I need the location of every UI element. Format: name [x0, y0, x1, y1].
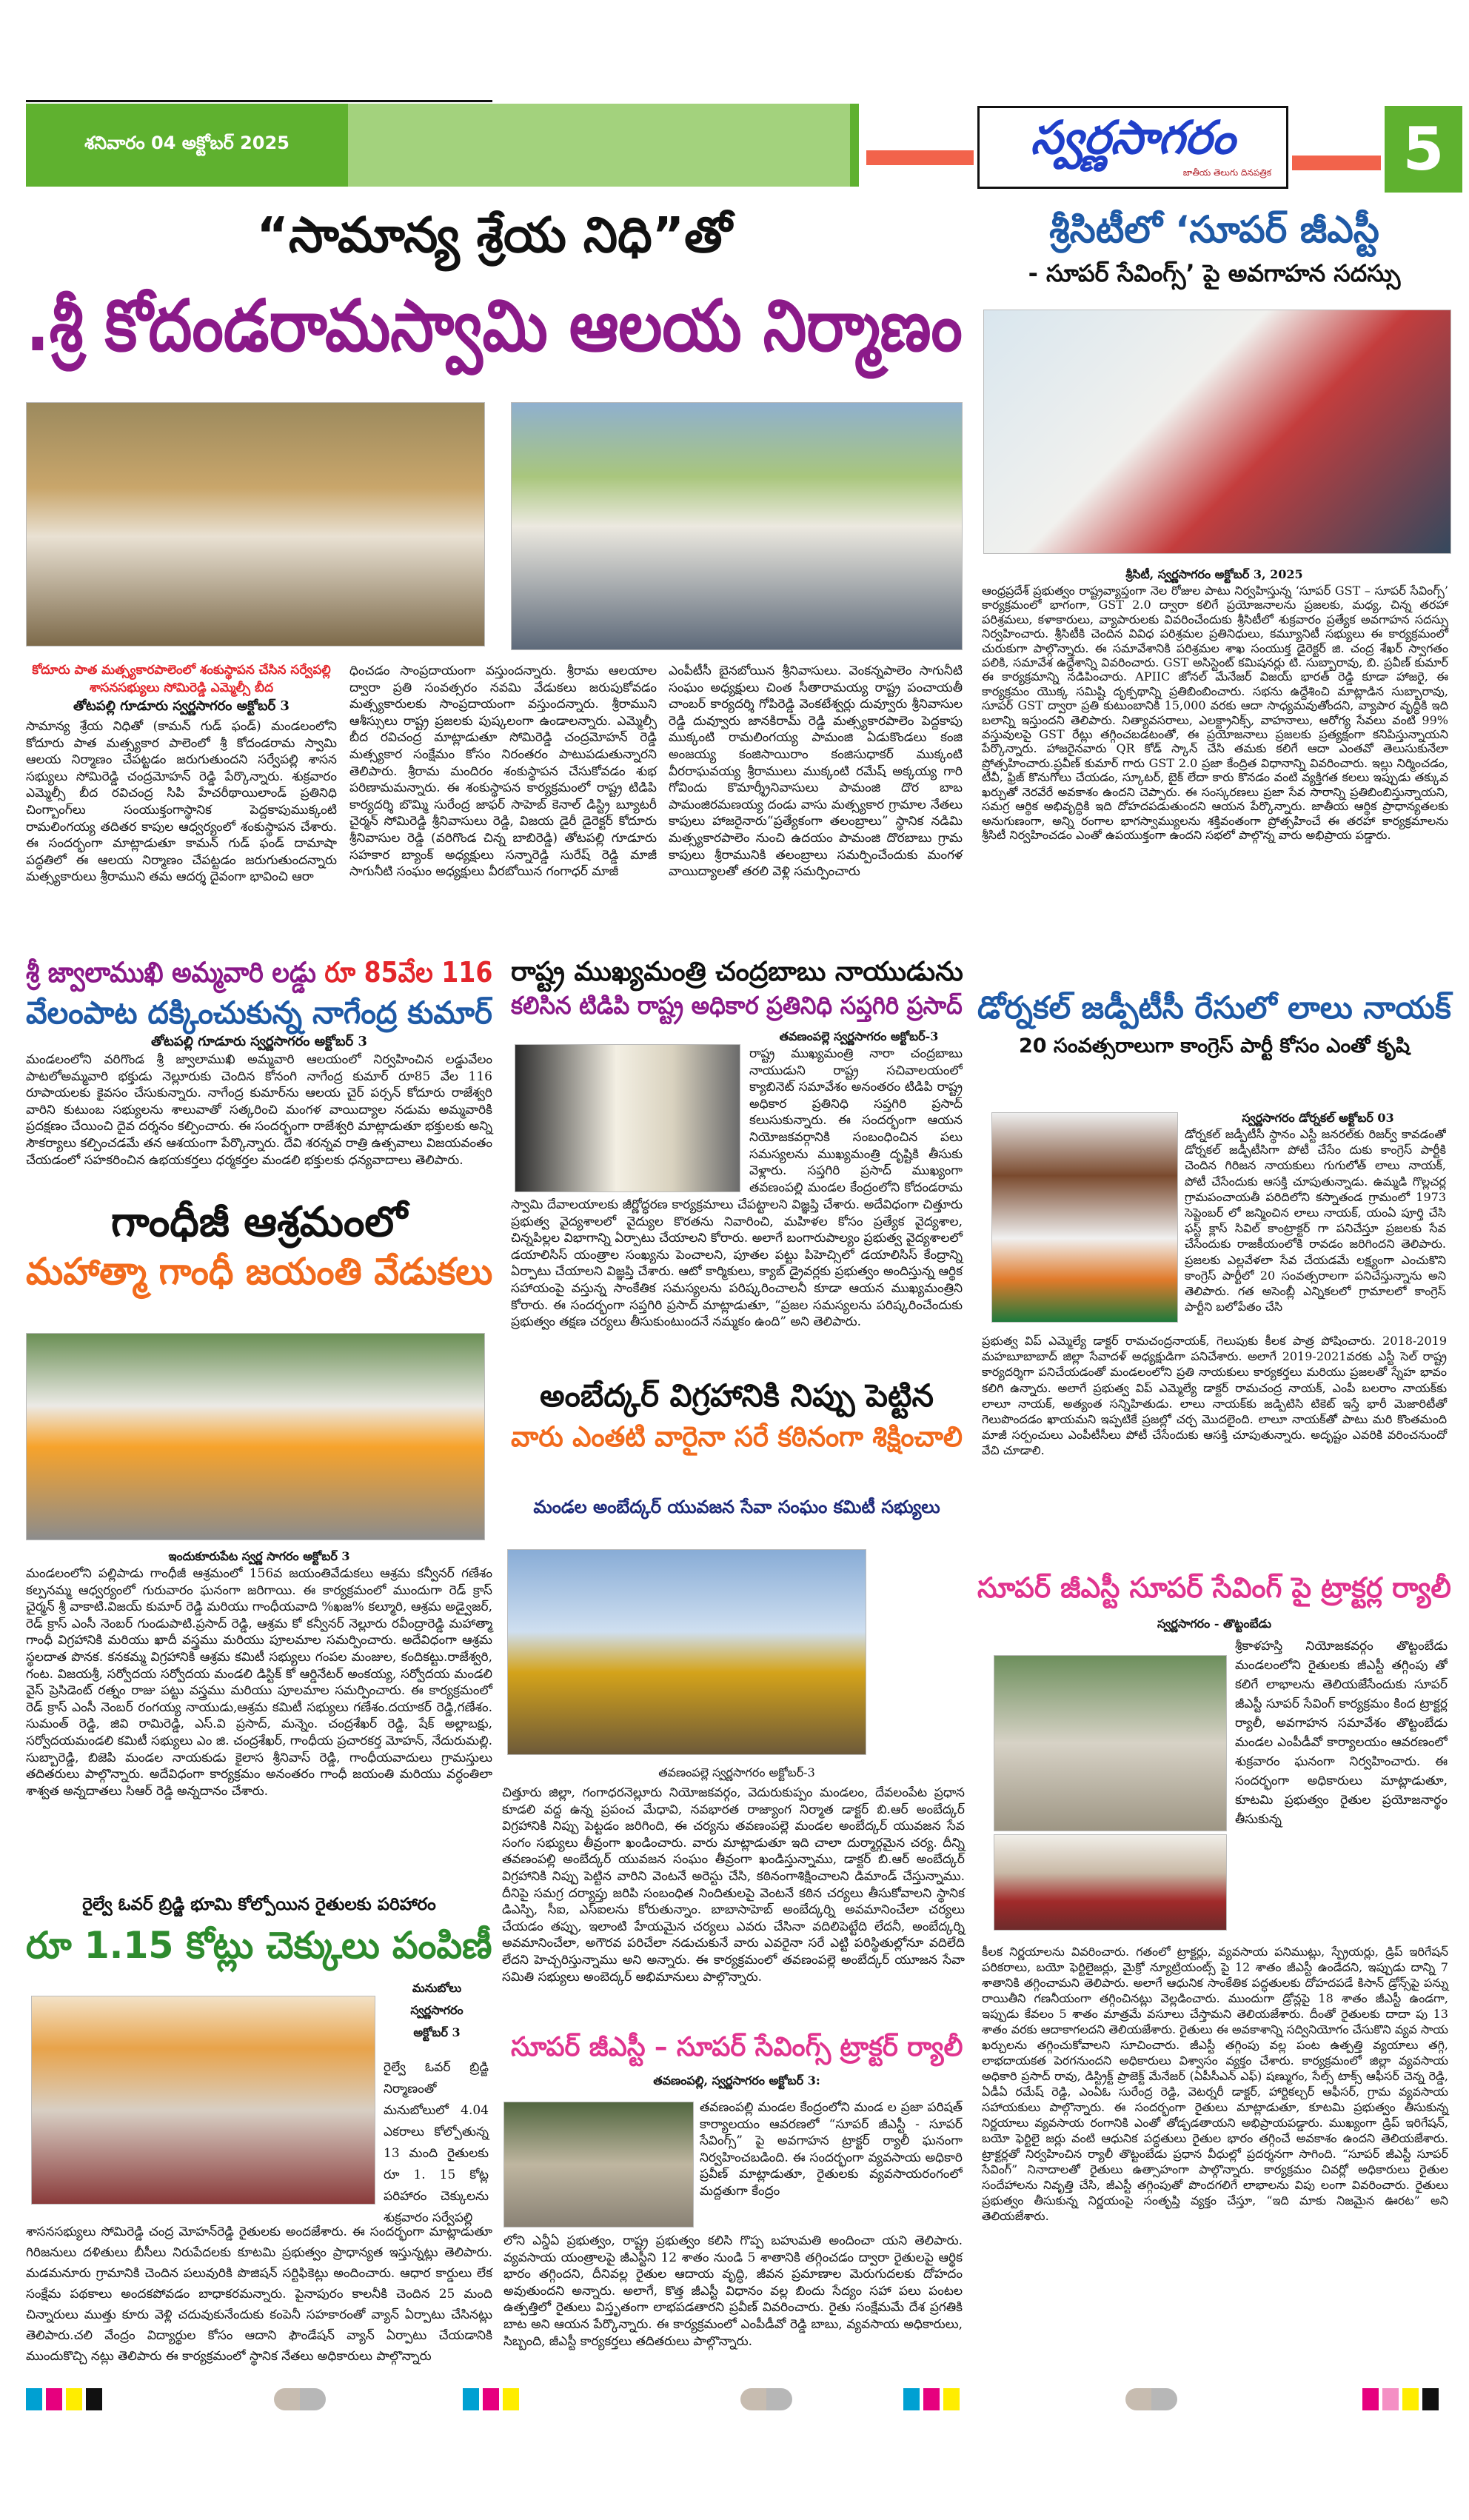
- laddu-dateline: తోటపల్లి గూడూరు స్వర్ణసాగరం అక్టోబర్ 3: [151, 1034, 367, 1049]
- railway-dateline-paper: స్వర్ణసాగరం: [410, 2003, 464, 2017]
- header-orange-bar-left: [866, 150, 974, 165]
- color-mark: [463, 2388, 479, 2410]
- gandhi-dateline: ఇందుకూరుపేట స్వర్ణ సాగరం అక్టోబర్ 3: [168, 1549, 350, 1563]
- cm-headline-1: రాష్ట్ర ముఖ్యమంత్రి చంద్రబాబు నాయుడును: [511, 957, 963, 987]
- dornakal-dateline: స్వర్ణసాగరం డోర్నకల్ అక్టోబర్ 03: [1242, 1111, 1394, 1125]
- tractor-right-headline: సూపర్ జీఎస్టీ సూపర్ సేవింగ్ పై ట్రాక్టర్ల ర్యాలీ: [977, 1571, 1451, 1604]
- dornakal-body-b: ప్రభుత్వ విప్ ఎమ్మెల్యే డాక్టర్ రామచంద్రనాయక్, గెలుపుకు కీలక పాత్ర పోషించారు. 2018-2019 మహబూబాబాద్ జిల్లా సేవాదళ్ అధ్యక్షుడిగా పనిచేశారు. అలాగే 2019-2021వరకు ఎస్టీ సెల్ రాష్ట్ర కార్యదర్శిగా పనిచేయడంతో మండలంలోని ప్రతి నాయకులు కార్యకర్తలు మరియు ప్రజలతో స్నేహ భావం కలిగి ఉన్నారు. అలాగే ప్రభుత్వ విప్ ఎమ్మెల్యే డాక్టర్ రామచంద్ర నాయక్, ఎంపీ బలరాం నాయక్‌కు లాలూ నాయక్, అత్యంత సన్నిహితుడు. లాలు నాయక్‌కు జడ్పిటిసి టికెట్ ఇస్తే భారీ మెజారిటీతో గెలుపొందడం ఖాయమని ఇప్పటికే ప్రజల్లో చర్చ మొదలైంది. లాలూ నాయక్‌తో పాటు మరి కొంతమంది మాజీ సర్పంచులు ఎంపీటీసీలు పోటీ చేసేందుకు ఆసక్తి చూపుతున్నారు. అదృష్టం ఎవరికి వరించనుందో వేచి చూడాలి.: [982, 1334, 1447, 1458]
- ambedkar-subhead: మండల అంబేద్కర్ యువజన సేవా సంఘం కమిటీ సభ్యులు: [533, 1497, 940, 1517]
- sricity-body: ఆంధ్రప్రదేశ్ ప్రభుత్వం రాష్ట్రవ్యాప్తంగా నెల రోజుల పాటు నిర్వహిస్తున్న ‘సూపర్ GST – సూపర్ సేవింగ్స్’ కార్యక్రమంలో భాగంగా, GST 2.0 ద్వారా కలిగే ప్రయోజనాలను ప్రజలకు, మధ్య, చిన్న తరహా పరిశ్రమలు, కళాకారులు, వ్యాపారులకు వివరించేందుకు శ్రీసిటీలో శుక్రవారం ప్రత్యేక అవగాహన సదస్సు నిర్వహించారు. శ్రీసిటీకి చెందిన వివిధ పరిశ్రమల ప్రతినిధులు, కమ్యూనిటీ సభ్యులు ఈ కార్యక్రమంలో చురుకుగా పాల్గొన్నారు. ఈ సమావేశానికి పరిశ్రమల శాఖ సంయుక్త డైరెక్టర్ జి. చంద్ర శేఖర్ స్వాగతం పలికి, సమావేశ ఉద్దేశాన్ని వివరించారు. GST అసిస్టెంట్ కమిషనర్లు టి. సుబ్బారావు, బి. ప్రవీణ్ కుమార్ ఈ కార్యక్రమాన్ని నడిపించారు. APIIC జోనల్ మేనేజర్ విజయ్ భారత్ రెడ్డి కూడా హాజరై, ఈ కార్యక్రమం యొక్క సమిష్టి దృక్పథాన్ని ప్రతిబింబించారు. సభను ఉద్దేశించి మాట్లాడిన సుబ్బారావు, సూపర్ GST ద్వారా ప్రతి కుటుంబానికి 15,000 వరకు ఆదా సాధ్యమవుతోందని, వ్యాపార వృద్ధికి ఇది బలాన్ని ఇస్తుందని తెలిపారు. నిత్యావసరాలు, ఎలక్ట్రానిక్స్, వాహనాలు, ఆరోగ్య సేవలు వంటి 99% వస్తువులపై GST రేట్లు తగ్గించబడటంతో, ఈ ప్రయోజనాలు ప్రజలకు ప్రత్యక్షంగా కనిపిస్తున్నాయని పేర్కొన్నారు. హాజరైనవారు QR కోడ్ స్కాన్ చేసి తమకు కలిగే ఆదా ఎంతవో తెలుసుకునేలా ప్రోత్సహించారు.ప్రవీణ్ కుమార్ గారు GST 2.0 ప్రజా కేంద్రిత విధానాన్ని వివరించారు. ఇల్లు నిర్మించడం, టీవీ, ఫ్రిజ్ కొనుగోలు చేయడం, స్కూటర్, బైక్ లేదా కారు కొనడం వంటి వ్యక్తిగత కలలు ఇప్పుడు తక్కువ ఖర్చుతో నెరవేరే అవకాశం ఉందని చెప్పారు. ఈ సంస్కరణలు ప్రజా సేవ సారాన్ని ప్రతిబింబిస్తున్నాయని, సమగ్ర ఆర్థిక అభివృద్ధికి ఇది దోహదపడుతుందని ఆయన పేర్కొన్నారు. జాతీయ ఆర్థిక ప్రాధాన్యతలకు అనుగుణంగా, అన్ని రంగాల భాగస్వామ్యులను శక్తివంతంగా ప్రోత్సహించే ఈ తరహా కార్యక్రమాలను శ్రీసిటీ నిర్వహించడం ఎంతో ఉపయుక్తంగా ఉందని సభలో పాల్గొన్న వారు అభిప్రాయ పడ్డారు.: [982, 584, 1448, 842]
- issue-date: శనివారం 04 అక్టోబర్ 2025: [84, 133, 290, 153]
- lead-body-3: ఎంపీటీసీ బైనబోయిన శ్రీనివాసులు. వెంకన్నపాలెం సాగునీటి సంఘం అధ్యక్షులు చింత సీతారామయ్య రాష్ట్ర పంచాయతీ చాంబర్ కార్యదర్శి గోపిరెడ్డి వెంకటేశ్వర్లు దువ్వూరు శ్రీనివాసుల రెడ్డి దువ్వూరు జానకిరామ్ రెడ్డి మత్స్యకారపాలెం పెద్దకాపు ముక్కంటి రామలింగయ్య పామంజి ఏడుకొండలు కంజి అంజయ్య కంజిసాయిరాం కంజిసుధాకర్ ముక్కంటి వీరరాఘవయ్య శ్రీరాములు ముక్కంటి రమేష్ అక్కయ్య గారి గోవిందు కొమార్శ్రీనివాసులు పామంజి దొర బాబ పామంజిరమణయ్య దండు వాసు మత్స్యకార గ్రామాల నేతలు కాపులు హాజరైనారు“ప్రత్యేకంగా తలంబ్రాలు” స్థానిక నడిమి మత్స్యకారపాలెం నుంచి ఉదయం పామంజి దొరబాబు గ్రామ కాపులు శ్రీరామునికి తలంబ్రాలు సమర్పించేందుకు మంగళ వాయిద్యాలతో తరలి వెళ్లి సమర్పించారు: [669, 664, 963, 880]
- color-mark: [1125, 2388, 1177, 2410]
- lead-headline-2: .శ్రీ కోదండరామస్వామి ఆలయ నిర్మాణం: [26, 284, 963, 367]
- dornakal-photo: [991, 1112, 1178, 1323]
- lead-col-1: [26, 661, 337, 886]
- color-mark: [66, 2388, 82, 2410]
- color-mark: [46, 2388, 62, 2410]
- lead-headline-1: “సామాన్య శ్రేయ నిధి”తో: [256, 207, 732, 264]
- gandhi-body: మండలంలోని పల్లిపాడు గాంధీజీ ఆశ్రమంలో 156వ జయంతివేడుకలు ఆశ్రమ కన్వీనర్ గణేశం కల్పనమ్మ ఆధ్వర్యంలో గురువారం ఘనంగా జరిగాయి. ఈ కార్యక్రమంలో ముందుగా రెడ్ క్రాస్ చైర్మన్ శ్రీ వాకాటి.విజయ్ కుమార్ రెడ్డి మరియు గాంధీయవాది %ఖజ% కల్మూరి, ఆశ్రమ అడ్వైజర్, రెడ్ క్రాస్ ఎంసీ నెంబర్ గుండుపాటి.ప్రసాద్ రెడ్డి, ఆశ్రమ కో కన్వీనర్ నెల్లూరు రవీంద్రారెడ్డి మహాత్మా గాంధీ విగ్రహానికి మరియు ఖాదీ వస్త్రము మరియు పూలమాల సమర్పించారు. అదేవిధంగా ఆశ్రమ స్థలదాత పొనక. కనకమ్మ విగ్రహానికి ఆశ్రమ కమిటీ సభ్యులు గంపల మంజుల, కందికట్టు.రాజేశ్వరి, గంట. విజయశ్రీ, సర్వోదయ సర్వోదయ మండలి డిస్టిక్ కో ఆర్డినేటర్ అంకయ్య, సర్వోదయ మండలి వైస్ ప్రెసిడెంట్ రత్నం రాజు పట్టు వస్త్రము మరియు పూలమాల సమర్పించారు. ఈ కార్యక్రమంలో రెడ్ క్రాస్ ఎంసీ నెంబర్ రంగయ్య నాయుడు,ఆశ్రమ కమిటీ సభ్యులు గణేశం.దయాకర్ రెడ్డి,గణేశం. సుమంత్ రెడ్డి, జివి రామిరెడ్డి, ఎస్.వి ప్రసాద్, మన్నెం. చంద్రశేఖర్ రెడ్డి, షేక్ అల్లాబక్షు, సర్వోదయమండలి కమిటీ సభ్యులు ఎం జి. చంద్రశేఖర్, గాంధీయ ప్రచారకర్త మోహన్, నేదురుమల్లి. సుబ్బారెడ్డి, బిజెపి మండల నాయకుడు కైలాస శ్రీనివాస్ రెడ్డి, గాంధీయవాదులు గ్రామస్తులు తదితరులు పాల్గొన్నారు. అదేవిధంగా కార్యక్రమం అనంతరం గాంధీ జయంతి మరియు వర్ధంతిలా శాశ్వత అన్నదాతలు సిఆర్ రెడ్డి అన్నదానం చేశారు.: [26, 1566, 493, 1799]
- color-mark: [1402, 2388, 1419, 2410]
- color-mark: [1422, 2388, 1439, 2410]
- color-mark: [740, 2388, 792, 2410]
- railway-dateline-place: మనుబోలు: [412, 1981, 462, 1995]
- railway-body-b: శాసనసభ్యులు సోమిరెడ్డి చంద్ర మోహన్‌రెడ్డి రైతులకు అందజేశారు. ఈ సందర్భంగా మాట్లాడుతూ గిరిజనులు దళితులు బీసీలు నిరుపేదలకు కూటమి ప్రభుత్వం ప్రాధాన్యత ఇస్తున్నట్లు తెలిపారు. మడమనూరు గ్రామానికి చెందిన పలువురికి పొజిషన్ సర్టిఫికెట్లు అందించారు. ఆధార కార్డులు లేక సంక్షేమ పథకాలు అందకపోవడం బాధాకరమన్నారు. పైనాపురం కాలనీకి చెందిన 25 మంది చిన్నారులు ముత్తు కూరు వెళ్లి చదువుకునేందుకు కంపెనీ సహకారంతో వ్యాన్ ఏర్పాటు చేసినట్లు తెలిపారు.చలి వేంద్రం విద్యార్థుల కోసం ఆదాని ఫౌండేషన్ వ్యాన్ ఏర్పాటు చేయడానికి ముందుకొచ్చి నట్లు తెలిపారు ఈ కార్యక్రమంలో స్థానిక నేతలు అధికారులు పాల్గొన్నారు: [26, 2225, 492, 2364]
- railway-headline-1: రైల్వే ఓవర్ బ్రిడ్జి భూమి కోల్పోయిన రైతులకు పరిహారం: [82, 1895, 436, 1914]
- ambedkar-headline-2: వారు ఎంతటి వారైనా సరే కఠినంగా శిక్షించాలి: [511, 1420, 963, 1453]
- header-orange-bar-right: [1292, 156, 1381, 170]
- color-mark: [903, 2388, 920, 2410]
- logo-tagline: జాతీయ తెలుగు దినపత్రిక: [1182, 167, 1271, 178]
- lead-dateline: తోటపల్లి గూడూరు స్వర్ణసాగరం అక్టోబర్ 3: [73, 698, 290, 714]
- color-mark: [1382, 2388, 1399, 2410]
- color-mark: [1362, 2388, 1379, 2410]
- newspaper-logo[interactable]: [977, 106, 1288, 189]
- cm-body-a: రాష్ట్ర ముఖ్యమంత్రి నారా చంద్రబాబు నాయుడుని రాష్ట్ర సచివాలయంలో క్యాబినెట్ సమావేశం అనంతరం టిడిపి రాష్ట్ర అధికార ప్రతినిధి సప్తగిరి ప్రసాద్ కలుసుకున్నారు. ఈ సందర్భంగా ఆయన నియోజకవర్గానికి సంబంధించిన పలు సమస్యలను ముఖ్యమంత్రి దృష్టికి తీసుకు వెళ్లారు. సప్తగిరి ప్రసాద్ ముఖ్యంగా తవణంపల్లి మండల కేంద్రంలోని కోదండరామ: [749, 1046, 963, 1195]
- ambedkar-body: చిత్తూరు జిల్లా, గంగాధరనెల్లూరు నియోజకవర్గం, వెదురుకుప్పం మండలం, దేవలంపేట ప్రధాన కూడలి వద్ద ఉన్న ప్రపంచ మేధావి, నవభారత రాజ్యాంగ నిర్మాత డాక్టర్ బి.ఆర్ అంబేద్కర్ విగ్రహానికి నిప్పు పెట్టడం జరిగింది, ఈ చర్యను తవణంపల్లె మండల అంబేద్కర్ యువజన సేవ సంగం సభ్యులు తీవ్రంగా ఖండించారు. వారు మాట్లాడుతూ ఇది చాలా దుర్మార్గమైన చర్య. దీన్ని తవణంపల్లి అంబేద్కర్ యువజన సంఘం తీవ్రంగా ఖండిస్తున్నాము, డాక్టర్ బి.ఆర్ అంబేద్కర్ విగ్రహానికి నిప్పు పెట్టిన వారిని వెంటనే అరెస్టు చేసి, కఠినంగాశిక్షించాలని డిమాండ్ చేస్తున్నాము. దీనిపై సమగ్ర దర్యాప్తు జరిపి సంబంధిత నిందితులపై వెంటనే కఠిన చర్యలు తీసుకోవాలని స్థానిక డిఎస్పి, సీఐ, ఎస్ఐలను కోరుతున్నాం. బాబాసాహెబ్ అంబేద్కర్ని అవమానించేలా చర్యలు చేయడం తప్పు, ఇలాంటి హేయమైన చర్యలు ఎవరు చేసినా వదిలిపెట్టేది లేదనీ, అంబేద్కర్ని అవమానించేలా, అగౌరవ పరిచేలా నడుచుకునే వారు ఎవరైనా సరే ఎట్టి పరిస్థితుల్లోనూ వదిలేది లేదని హెచ్చరిస్తున్నాము అని అన్నారు. ఈ కార్యక్రమంలో తవణంపల్లె అంబేద్కర్ యూజన సేవా సమితి సభ్యులు అంబెద్కర్ అభిమానులు పాల్గొన్నారు.: [502, 1785, 965, 1985]
- color-mark: [503, 2388, 519, 2410]
- logo-title: స్వర్ణసాగరం: [1030, 110, 1236, 164]
- gandhi-headline-1: గాంధీజీ ఆశ్రమంలో: [110, 1198, 408, 1246]
- tractor-mid-photo: [503, 2102, 694, 2227]
- tractor-right-body-b: కీలక నిర్ణయాలను వివరించారు. గతంలో ట్రాక్టర్లు, వ్యవసాయ పనిముట్లు, స్ప్రేయర్లు, డ్రిప్ ఇరిగేషన్ పరికరాలు, బయో ఫెర్టిలైజర్లు, మైక్రో న్యూట్రియంట్స్ పై 12 శాతం జీఎస్టీ ఉండేదని, ఇప్పుడు దాన్ని 7 శాతానికి తగ్గించామని తెలిపారు. అలాగే ఆధునిక సాంకేతిక పద్ధతులకు దోహదపడే కిసాన్ డ్రోన్స్‌పై పన్ను రాయితీని గణనీయంగా తగ్గించినట్లు వెల్లడించారు. ముందుగా డ్రోన్లపై 18 శాతం జీఎస్టీ ఉండగా, ఇప్పుడు కేవలం 5 శాతం మాత్రమే వసూలు చేస్తామని తెలియజేశారు. దీంతో రైతులకు దాదా పు 13 శాతం వరకు ఆదాకాగలదని తెలియజేశారు. రైతులు ఈ అవకాశాన్ని సద్వినియోగం చేసుకొని వ్యవ సాయ ఖర్చులను తగ్గించుకోవాలని సూచించారు. జీఎస్టీ తగ్గింపు వల్ల పంట ఉత్పత్తి వ్యయాలు తగ్గి, లాభదాయకత పెరగనుందని అధికారులు విశ్వాసం వ్యక్తం చేశారు. కార్యక్రమంలో జిల్లా వ్యవసాయ అధికారి ప్రసాద్ రావు, డిస్ట్రిక్ట్ ప్రాజెక్ట్ మేనేజర్ (ఏపీసీఎన్ ఎఫ్) షణ్ముగం, సేల్స్ టాక్స్ ఆఫీసర్ చెన్న రెడ్డి, ఏడీఏ రమేష్ రెడ్డి, ఎంఏఓ సురేంద్ర రెడ్డి, వెటర్నరీ డాక్టర్, హార్టికల్చర్ ఆఫీసర్, గ్రామ వ్యవసాయ సహాయకులు పాల్గొన్నారు. ఈ సందర్భంగా రైతులు మాట్లాడుతూ, కూటమి ప్రభుత్వం తీసుకున్న నిర్ణయాలు వ్యవసాయ రంగానికి ఎంతో తోడ్పడతాయని అభిప్రాయపడ్డారు. ముఖ్యంగా డ్రిప్ ఇరిగేషన్, బయో ఫెర్టిలై జర్లు వంటి ఆధునిక పద్ధతులు రైతుల భారం తగ్గించే అవకాశం ఉందని తెలియజేశారు. ట్రాక్టర్లతో నిర్వహించిన ర్యాలీ తొట్టంబేడు ప్రధాన వీధుల్లో ప్రదర్శనగా సాగింది. “సూపర్ జీఎస్టీ సూపర్ సేవింగ్” నినాదాలతో రైతులు ఉత్సాహంగా పాల్గొన్నారు. కార్యక్రమం చివర్లో అధికారులు రైతుల సందేహాలను నివృత్తి చేసి, జీఎస్టీ తగ్గింపుతో పొందగలిగే లాభాలను విపు లంగా వివరించారు. రైతులు ప్రభుత్వం తీసుకున్న నిర్ణయంపై సంతృప్తి వ్యక్తం చేస్తూ, “ఇది మాకు నిజమైన ఊరట” అని తెలియజేశారు.: [982, 1945, 1448, 2223]
- laddu-headline-2: వేలంపాట దక్కించుకున్న నాగేంద్ర కుమార్: [26, 995, 492, 1031]
- sricity-headline-1: శ్రీసిటీలో ‘సూపర్ జీఎస్టీ: [1049, 208, 1379, 251]
- cm-photo: [515, 1044, 740, 1192]
- dornakal-headline-2: 20 సంవత్సరాలుగా కాంగ్రెస్ పార్టీ కోసం ఎంతో కృషి: [1018, 1035, 1411, 1057]
- lead-body-2: ధించడం సాంప్రదాయంగా వస్తుందన్నారు. శ్రీరామ ఆలయాల ద్వారా ప్రతి సంవత్సరం నవమి వేడుకలు జరుపుకోవడం మత్స్యకారులకు సాంప్రదాయంగా వస్తుందన్నారు. శ్రీరాముని ఆశీస్సులు రాష్ట్ర ప్రజలకు పుష్కలంగా ఉండాలన్నారు. ఎమ్మెల్సీ బీద రవిచంద్ర మాట్లాడుతూ సోమిరెడ్డి చంద్రమోహన్ రెడ్డి మత్స్యకార సంక్షేమం కోసం నిరంతరం పాటుపడుతున్నారని తెలిపారు. శ్రీరామ మందిరం శంకుస్థాపన చేసుకోవడం శుభ పరిణామమన్నారు. ఈ శంకుస్థాపన కార్యక్రమంలో రాష్ట్ర టిడిపి కార్యదర్శి బొమ్మి సురేంద్ర జాఫర్ సాహెబ్ కెనాల్ డిస్ట్రి బ్యూటరీ చైర్మన్ సోమిరెడ్డి శ్రీనివాసులు రెడ్డి, విజయ డైరీ డైరెక్టర్ కోదూరు శ్రీనివాసుల రెడ్డి (వరిగొండ చిన్న బాబిరెడ్డి) తోటపల్లి గూడూరు సహకార బ్యాంక్ అధ్యక్షులు సన్నారెడ్డి సురేష్ రెడ్డి మాజీ సాగునీటి సంఘం అధ్యక్షులు వీరబోయిన గంగాధర్ మాజీ: [349, 664, 657, 880]
- railway-dateline: [381, 1977, 492, 2044]
- tractor-right-dateline: స్వర్ణసాగరం - తొట్టంబేడు: [1157, 1617, 1272, 1631]
- ambedkar-dateline: తవణంపల్లె స్వర్ణసాగరం అక్టోబర్-3: [658, 1765, 815, 1779]
- cm-dateline: తవణంపల్లె స్వర్ణసాగరం అక్టోబర్-3: [779, 1029, 939, 1043]
- color-mark: [274, 2388, 326, 2410]
- color-mark: [86, 2388, 102, 2410]
- railway-headline-2: రూ 1.15 కోట్లు చెక్కులు పంపిణీ: [26, 1924, 492, 1967]
- tractor-mid-dateline: తవణంపల్లి, స్వర్ణసాగరం అక్టోబర్ 3:: [653, 2073, 820, 2088]
- tractor-mid-body-a: తవణంపల్లి మండల కేంద్రంలోని మండ ల ప్రజా పరిషత్ కార్యాలయం ఆవరణలో “సూపర్ జీఎస్టీ - సూపర్ సేవింగ్స్” పై అవగాహన ట్రాక్టర్ ర్యాలీ ఘనంగా నిర్వహించబడింది. ఈ సందర్భంగా వ్యవసాయ అధికారి ప్రవీణ్ మాట్లాడుతూ, రైతులకు వ్యవసాయరంగంలో మద్దతుగా కేంద్రం: [700, 2100, 963, 2199]
- date-band: [26, 104, 348, 187]
- page-number: 5: [1402, 115, 1445, 184]
- tractor-right-body-a: శ్రీకాళహస్తి నియోజకవర్గం తొట్టంబేడు మండలంలోని రైతులకు జీఎస్టీ తగ్గింపు తో కలిగే లాభాలను తెలియజేసేందుకు సూపర్ జీఎస్టీ సూపర్ సేవింగ్ కార్యక్రమం కింద ట్రాక్టర్ల ర్యాలీ, అవగాహన సమావేశం తొట్టంబేడు మండల ఎంపీడీవో కార్యాలయం ఆవరణంలో శుక్రవారం ఘనంగా నిర్వహించారు. ఈ సందర్భంగా అధికారులు మాట్లాడుతూ, కూటమి ప్రభుత్వం రైతుల ప్రయోజనార్థం తీసుకున్న: [1235, 1639, 1448, 1827]
- dornakal-body-a: డోర్నకల్ జడ్పీటీసీ స్థానం ఎస్టీ జనరల్‌కు రిజర్వ్ కావడంతో డోర్నకల్ జడ్పీటీసిగా పోటీ చేసేం దుకు కాంగ్రెస్ పార్టీకి చెందిన గిరిజన నాయకులు గుగులోత్ లాలు నాయక్, పోటీ చేసేందుకు ఆసక్తి చూపుతున్నాడు. ఉమ్మడి గొల్లచర్ల గ్రామపంచాయతీ పరిదిలోని కస్నాతండ గ్రామంలో 1973 సెప్టెంబర్ లో జన్మించిన లాలు నాయక్, యంఏ పూర్తి చేసి ఫస్ట్ క్లాస్ సివిల్ కాంట్రాక్టర్ గా పనిచేస్తూ ప్రజలకు సేవ చేసేందుకు రాజకీయంలోకి రావడం జరిగిందని తెలిపారు. ప్రజలకు ఎల్లవేళలా సేవ చేయడమే లక్ష్యంగా ఎంచుకొని కాంగ్రెస్ పార్టీలో 20 సంవత్సరాలగా పనిచేస్తున్నాను అని తెలిపారు. గత అసెంబ్లీ ఎన్నికలలో గ్రామాలలో కాంగ్రెస్ పార్టీని బలోపేతం చేసి: [1185, 1127, 1446, 1314]
- lead-caption: కోదూరు పాత మత్స్యకారపాలెంలో శంకుస్థాపన చేసిన సర్వేపల్లి శాసనసభ్యులు సోమిరెడ్డి ఎమ్మెల్సీ బీద: [32, 663, 331, 695]
- color-mark: [923, 2388, 940, 2410]
- sricity-headline-2: - సూపర్ సేవింగ్స్’ పై అవగాహన సదస్సు: [1028, 259, 1401, 287]
- tractor-right-photo-rally: [994, 1655, 1227, 1831]
- header-band: [348, 104, 859, 187]
- railway-photo: [31, 1996, 375, 2205]
- color-mark: [483, 2388, 499, 2410]
- tractor-mid-body-b: లోని ఎన్డీఏ ప్రభుత్వం, రాష్ట్ర ప్రభుత్వం కలిసి గొప్ప బహుమతి అందించా యని తెలిపారు. వ్యవసాయ యంత్రాలపై జీఎస్టీని 12 శాతం నుండి 5 శాతానికి తగ్గించడం ద్వారా రైతులపై ఆర్థిక భారం తగ్గిందని, దీనివల్ల రైతుల ఆదాయ వృద్ధి, జీవన ప్రమాణాల మెరుగుదలకు దోహదం అవుతుందని అన్నారు. అలాగే, కొత్త జీఎస్టీ విధానం వల్ల బిందు సేద్యం సహా పలు పంటల ఉత్పత్తిలో రైతులు విస్తృతంగా లాభపడతారని ప్రవీణ్ వివరించారు. రైతు సంక్షేమమే దేశ ప్రగతికి బాట అని ఆయన పేర్కొన్నారు. ఈ కార్యక్రమంలో ఎంపీడీవో రెడ్డి బాబు, వ్యవసాయ అధికారులు, సిబ్బంది, జీఎస్టీ కార్యకర్తలు తదితరులు పాల్గొన్నారు.: [503, 2233, 963, 2349]
- railway-body-a: రైల్వే ఓవర్ బ్రిడ్జి నిర్మాణంతో మనుబోలులో 4.04 ఎకరాలు కోల్పోతున్న 13 మంది రైతులకు రూ 1. 15 కోట్ల పరిహారం చెక్కులను శుక్రవారం సర్వేపల్లి: [384, 2060, 489, 2225]
- header-line: [26, 100, 492, 102]
- cm-headline-2: కలిసిన టిడిపి రాష్ట్ర అధికార ప్రతినిధి సప్తగిరి ప్రసాద్: [511, 991, 963, 1020]
- color-mark: [943, 2388, 960, 2410]
- ambedkar-headline-1: అంబేద్కర్ విగ్రహానికి నిప్పు పెట్టిన: [540, 1377, 934, 1414]
- gandhi-headline-2: మహాత్మా గాంధీ జయంతి వేడుకలు: [26, 1250, 493, 1293]
- color-mark: [26, 2388, 42, 2410]
- laddu-headline-b: రూ 85వేల 116: [324, 956, 493, 989]
- lead-body-1: సామాన్య శ్రేయ నిధితో (కామన్ గుడ్ ఫండ్) మండలంలోని కోదూరు పాత మత్స్యకార పాలెంలో శ్రీ కోదండరామ స్వామి ఆలయ నిర్మాణం చేపట్టడం జరుగుతుందని సర్వేపల్లి శాసన సభ్యులు సోమిరెడ్డి చంద్రమోహన్ రెడ్డి పేర్కొన్నారు. శుక్రవారం ఎమ్మెల్సీ బీద రవిచంద్ర సిపి హేచరీథాయిలాండ్ ప్రతినిధి చింగ్బాంగ్‌లు సంయుక్తంగాస్థానిక పెద్దకాపుముక్కంటి రామలింగయ్య తదితర కాపుల ఆధ్వర్యంలో శంకుస్థాపన చేశారు. ఈ సందర్భంగా మాట్లాడుతూ కామన్ గుడ్ ఫండ్ దామాషా పద్ధతిలో ఈ ఆలయ నిర్మాణం చేపట్టడం జరుగుతుందన్నారు మత్స్యకారులు శ్రీరాముని తమ ఆదర్శ దైవంగా భావించి ఆరా: [26, 719, 337, 885]
- railway-dateline-date: అక్టోబర్ 3: [413, 2025, 461, 2039]
- lead-photo-foundation: [26, 402, 485, 646]
- tractor-mid-headline: సూపర్ జీఎస్టీ – సూపర్ సేవింగ్స్ ట్రాక్టర్ ర్యాలీ: [511, 2032, 963, 2062]
- dornakal-headline-1: డోర్నకల్ జడ్పీటీసీ రేసులో లాలు నాయక్: [977, 989, 1451, 1026]
- laddu-body: మండలంలోని వరిగొండ శ్రీ జ్వాలాముఖి అమ్మవారి ఆలయంలో నిర్వహించిన లడ్డువేలం పాటలోఅమ్మవారి భక్తుడు నెల్లూరుకు చెందిన కోనంగి నాగేంద్ర కుమార్ రూ85 వేల 116 రూపాయలకు కైవసం చేసుకున్నారు. నాగేంద్ర కుమార్‌ను ఆలయ చైర్ పర్సన్ కోదూరు రాజేశ్వరి వారిని కుటుంబ సభ్యులను శాలువాతో సత్కరించి మంగళ వాయిద్యాల నడుమ అమ్మవారికి ప్రదక్షణం చేయించి దైవ దర్శనం కల్పించారు. ఈ సందర్భంగా రాజేశ్వరి మాట్లాడుతూ భక్తులకు అన్ని సౌకర్యాలు కల్పించడమే తన ఆశయంగా పేర్కొన్నారు. దేవి శరన్నవ రాత్రి ఉత్సవాలు విజయవంతం చేయడంలో సహకరించిన ఉభయకర్తలు ధర్మకర్తల మండలి భక్తులకు ధన్యవాదాలు తెలిపారు.: [26, 1052, 492, 1168]
- laddu-headline-1: [26, 957, 492, 989]
- cm-body-b: స్వామి దేవాలయాలకు జీర్ణోద్ధరణ కార్యక్రమాలు చేపట్టాలని విజ్ఞప్తి చేశారు. అదేవిధంగా చిత్తూరు ప్రభుత్వ వైద్యశాలలో వైద్యుల కొరతను నివారించి, మహిళల కోసం ప్రత్యేక వైద్యశాల, చిన్నపిల్లల విభాగాన్ని ఏర్పాటు చేయాలని కోరారు. అలాగే బంగారుపాల్యం ప్రభుత్వ వైద్యశాలలో డయాలిసిస్ యంత్రాల సంఖ్యను పెంచాలని, పూతల పట్టు పిహెచ్సిలో డయాలిసిస్ కేంద్రాన్ని ఏర్పాటు చేయాలని విజ్ఞప్తి చేశారు. ఆటో కార్మికులు, క్యాబ్ డ్రైవర్లకు ప్రభుత్వం అందిస్తున్న ఆర్థిక సహాయంపై వస్తున్న సాంకేతిక సమస్యలను పరిష్కరించాలనీ కూడా ఆయన ముఖ్యమంత్రిని కోరారు. ఈ సందర్భంగా సప్తగిరి ప్రసాద్ మాట్లాడుతూ, “ప్రజల సమస్యలను పరిష్కరించేందుకు ప్రభుత్వం తక్షణ చర్యలు తీసుకుంటుందనే నమ్మకం ఉంది” అని తెలిపారు.: [511, 1197, 963, 1330]
- gandhi-photo: [26, 1333, 485, 1540]
- tractor-right-photo-meeting: [994, 1834, 1227, 1931]
- page-number-box: [1385, 106, 1462, 193]
- sricity-dateline: శ్రీసిటీ, స్వర్ణసాగరం అక్టోబర్ 3, 2025: [1125, 567, 1303, 581]
- laddu-headline-a: శ్రీ జ్వాలాముఖి అమ్మవారి లడ్డు: [26, 956, 316, 989]
- ambedkar-photo: [507, 1549, 866, 1755]
- sricity-photo: [983, 310, 1451, 554]
- lead-photo-group: [511, 402, 963, 650]
